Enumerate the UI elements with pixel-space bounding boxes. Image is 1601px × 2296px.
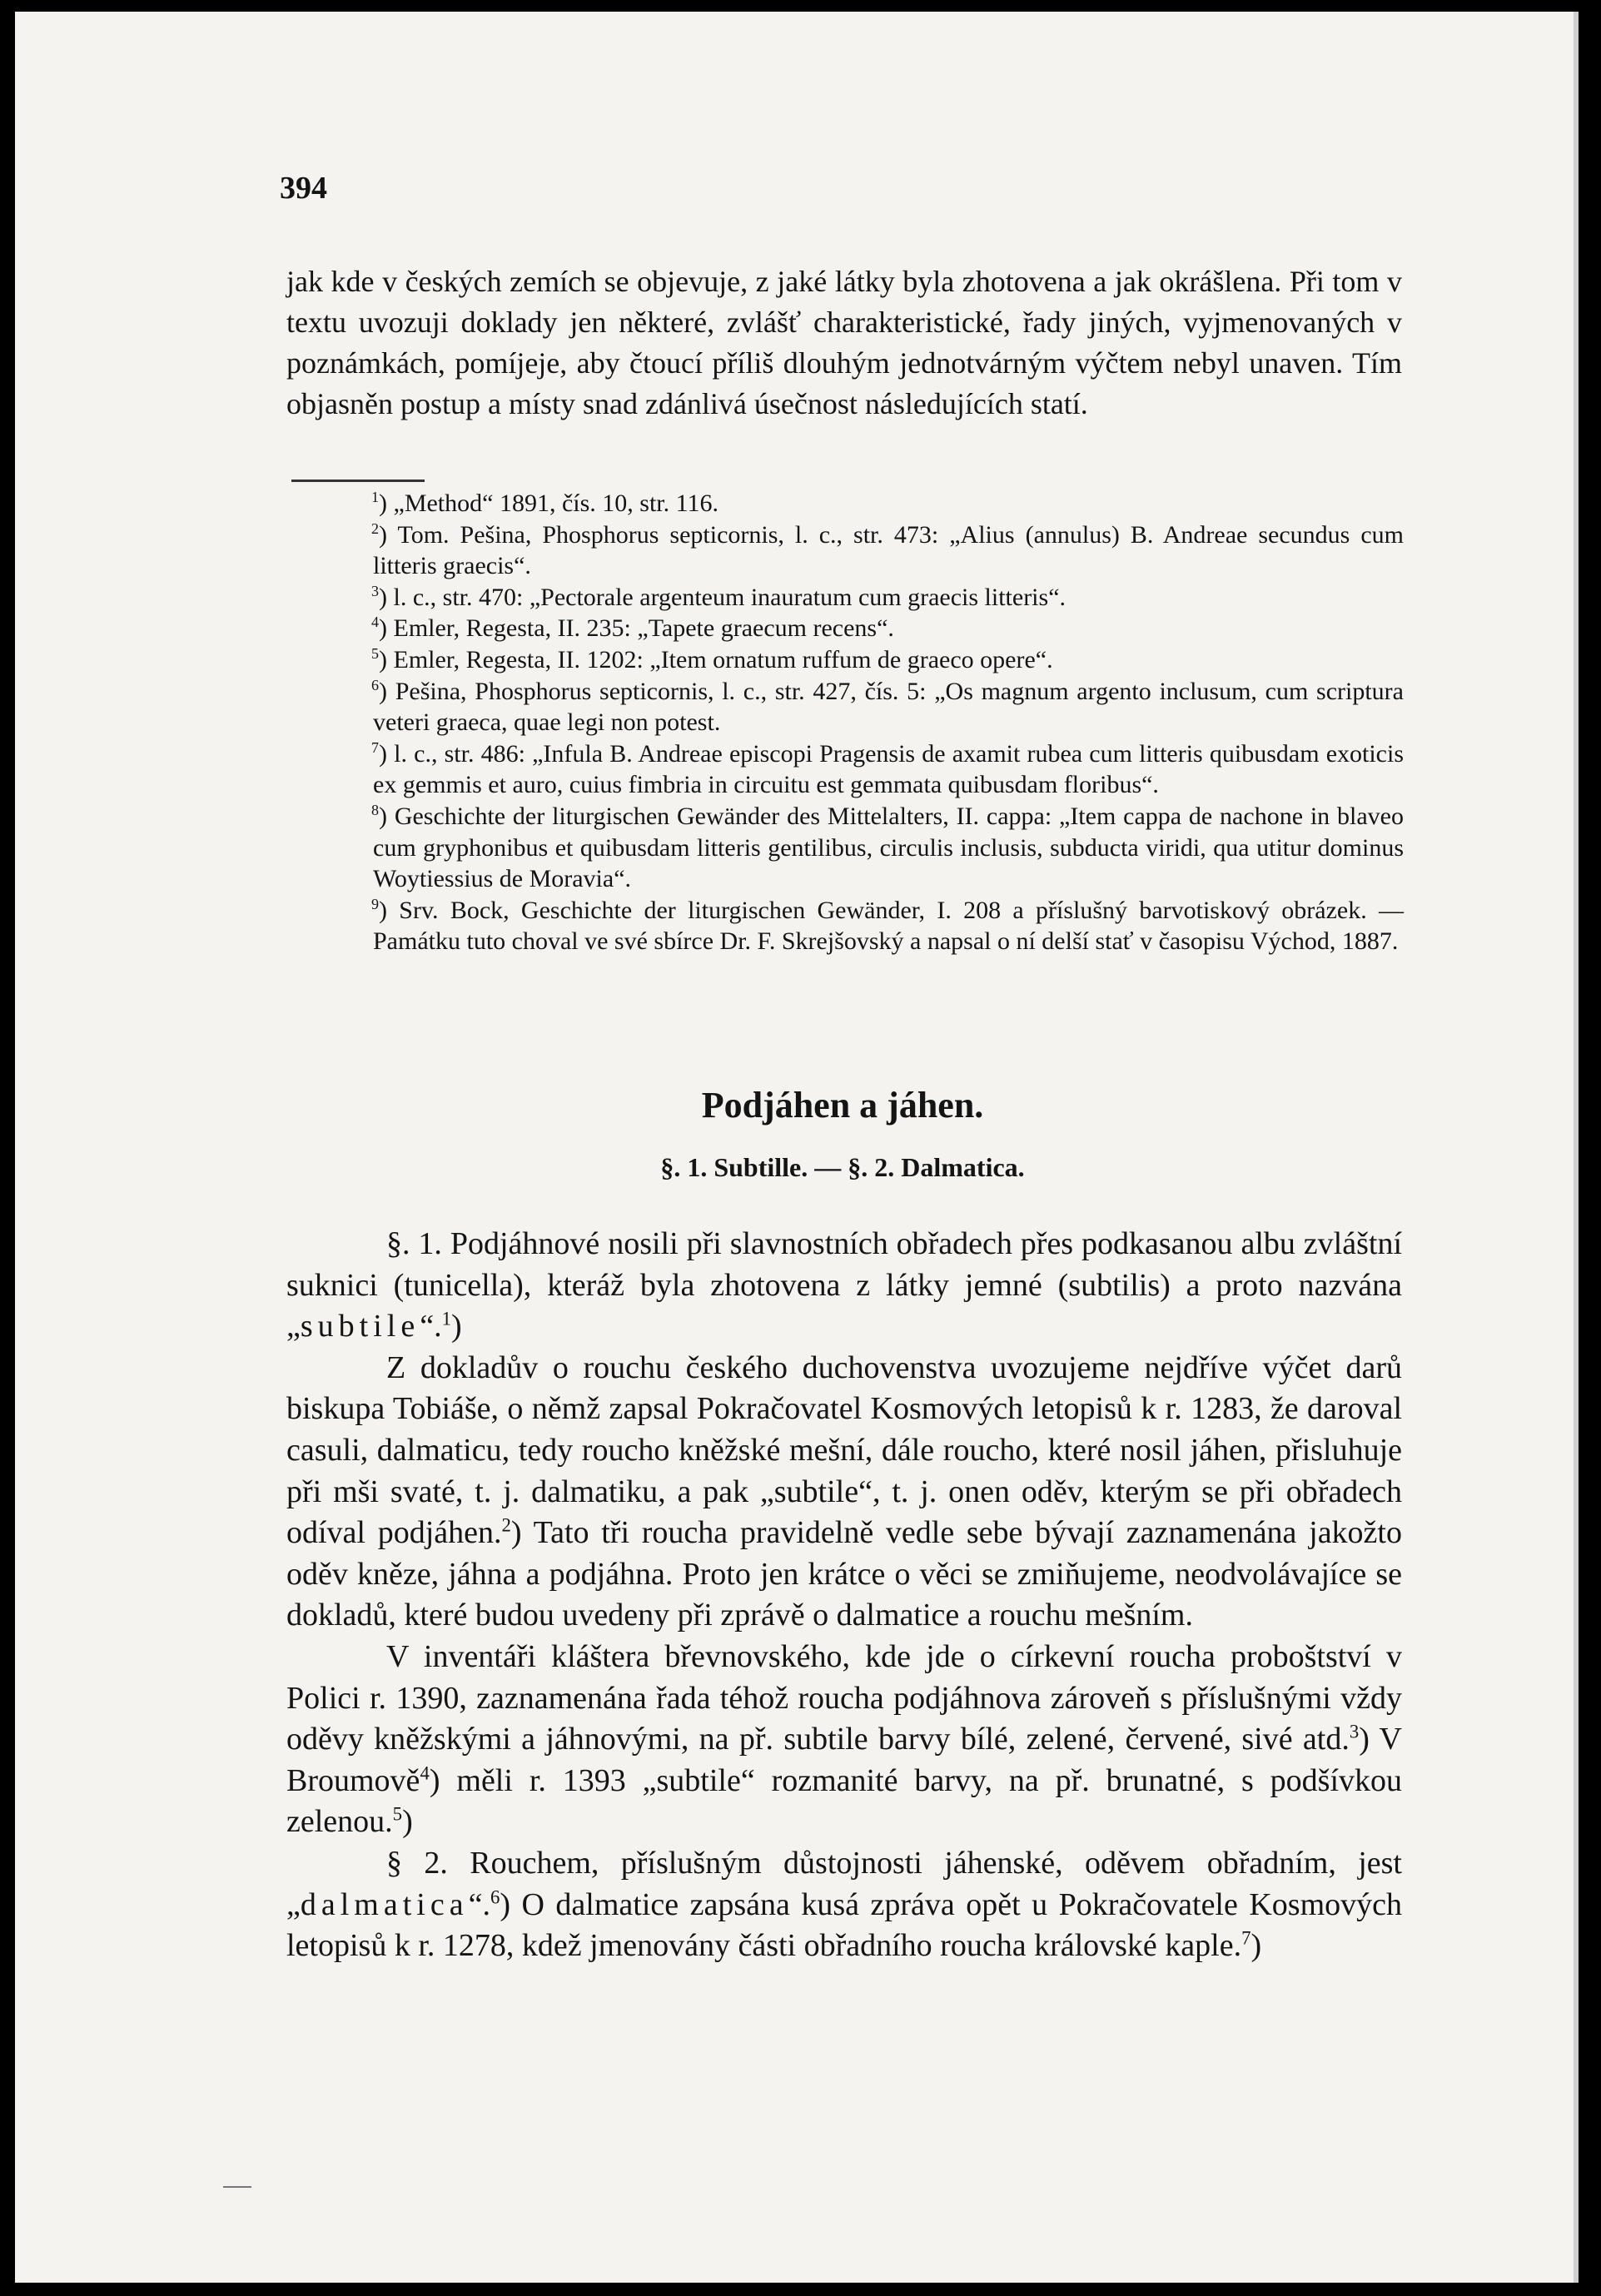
footnote-ref: 3 xyxy=(1349,1721,1360,1742)
page-number: 394 xyxy=(280,171,327,206)
footnote-text: Geschichte der liturgischen Gewänder des Mittelalters, II. cappa: „Item cappa de nachone in blaveo cum gryphonibus et quibusdam litteris gentilibus, circulis inclusis, subducta viridi, qua utitur dominus Woytiessius de Moravia“. xyxy=(373,802,1404,893)
footnote: $^8$) Geschichte der liturgischen Gewänder des Mittelalters, II. cappa: „Item cappa de nachone in blaveo cum gryphonibus et quibusdam litteris gentilibus, circulis inclusis, subducta viridi, qua utitur dominus Woytiessius de Moravia“. xyxy=(371,801,1404,893)
spaced-term: dalmatica xyxy=(300,1886,469,1922)
text-run: § 2. Rouchem, příslušným důstojnosti jáhenské, oděvem obřadním, jest „ xyxy=(286,1845,1402,1922)
section-subheading: §. 1. Subtille. — §. 2. Dalmatica. xyxy=(660,1152,1025,1182)
footnote-text: „Method“ 1891, čís. 10, str. 116. xyxy=(393,490,719,517)
footnote: $^7$) l. c., str. 486: „Infula B. Andreae episcopi Pragensis de axamit rubea cum litteris quibusdam exoticis ex gemmis et auro, cuius fimbria in circuitu est gemmata quibusdam floribus“. xyxy=(371,738,1405,799)
scan-mark xyxy=(223,2186,251,2188)
footnote: $^5$) Emler, Regesta, II. 1202: „Item ornatum ruffum de graeco opere“. xyxy=(371,644,1053,673)
paragraph-tobias xyxy=(286,1348,1402,1637)
footnote-ref: 4 xyxy=(420,1762,430,1784)
footnote: $^9$) Srv. Bock, Geschichte der liturgischen Gewänder, I. 208 a příslušný barvotiskový obrázek. — Památku tuto choval ve své sbírce Dr. F. Skrejšovský a napsal o ní delší stať v časopisu Východ, 1887. xyxy=(371,895,1404,956)
footnote-mark: 5 xyxy=(371,644,379,662)
text-run: ) xyxy=(450,1309,462,1344)
footnote: $^3$) l. c., str. 470: „Pectorale argenteum inauratum cum graecis litteris“. xyxy=(371,582,1067,611)
footnote-text: Emler, Regesta, II. 235: „Tapete graecum recens“. xyxy=(393,614,894,643)
footnote-text: Srv. Bock, Geschichte der liturgischen Gewänder, I. 208 a příslušný barvotiskový obrázek. — Památku tuto choval ve své sbírce Dr. F. Skrejšovský a napsal o ní delší stať v časopisu Východ, 1887. xyxy=(373,896,1404,956)
spaced-term: subtile xyxy=(300,1309,420,1344)
paragraph-brevnov xyxy=(286,1637,1402,1843)
footnote-mark: 8 xyxy=(371,801,379,818)
footnote-text: Tom. Pešina, Phosphorus septicornis, l. c., str. 473: „Alius (annulus) B. Andreae secundus cum litteris graecis“. xyxy=(373,520,1404,580)
footnote-mark: 3 xyxy=(371,582,379,599)
footnote: $^1$) „Method“ 1891, čís. 10, str. 116. xyxy=(371,489,719,517)
text-run: ) O dalmatice zapsána kusá zpráva opět u Pokračovatele Kosmových letopisů k r. 1278, kdež jmenovány části obřadního roucha královské kaple. xyxy=(286,1886,1402,1964)
footnote-ref: 5 xyxy=(392,1803,403,1825)
footnote-mark: 4 xyxy=(371,614,379,631)
text-run: §. 1. Podjáhnové nosili při slavnostních obřadech přes podkasanou albu zvláštní suknici (tunicella), kteráž byla zhotovena z látky jemné (subtilis) a proto nazvána „ xyxy=(286,1226,1402,1344)
text-run: ) xyxy=(1250,1928,1262,1964)
footnote: $^2$) Tom. Pešina, Phosphorus septicornis, l. c., str. 473: „Alius (annulus) B. Andreae secundus cum litteris graecis“. xyxy=(371,519,1404,580)
footnote-ref: 6 xyxy=(490,1886,500,1907)
footnote-mark: 6 xyxy=(371,676,379,693)
page-sheet xyxy=(15,12,1579,2283)
text-run: ) xyxy=(402,1804,413,1840)
intro-text: jak kde v českých zemích se objevuje, z jaké látky byla zhotovena a jak okrášlena. Při tom v textu uvozuji doklady jen některé, zvlášť charakteristické, řady jiných, vyjmenovaných v poznámkách, pomíjeje, aby čtoucí příliš dlouhým jednotvárným výčtem nebyl unaven. Tím objasněn postup a místy snad zdánlivá úsečnost následujících statí. xyxy=(286,265,1402,420)
body-text xyxy=(286,1224,1402,1967)
footnote-mark: 7 xyxy=(371,738,379,756)
footnote-ref: 7 xyxy=(1241,1927,1251,1949)
footnote-mark: 1 xyxy=(371,489,379,505)
footnote-mark: 9 xyxy=(371,895,379,912)
text-run: “. xyxy=(468,1886,490,1922)
footnote: $^4$) Emler, Regesta, II. 235: „Tapete graecum recens“. xyxy=(371,614,894,643)
text-run: ) měli r. 1393 „subtile“ rozmanité barvy, na př. brunatné, s podšívkou zelenou. xyxy=(286,1762,1402,1840)
footnote-text: Emler, Regesta, II. 1202: „Item ornatum ruffum de graeco opere“. xyxy=(393,645,1053,673)
footnote-separator xyxy=(291,480,425,482)
footnote-ref: 1 xyxy=(441,1308,451,1329)
footnote-text: l. c., str. 470: „Pectorale argenteum inauratum cum graecis litteris“. xyxy=(393,583,1067,611)
section-heading: Podjáhen a jáhen. xyxy=(701,1085,984,1126)
paragraph-dalmatica xyxy=(286,1843,1402,1967)
footnote-text: Pešina, Phosphorus septicornis, l. c., str. 427, čís. 5: „Os magnum argento inclusum, cum scriptura veteri graeca, quae legi non potest. xyxy=(373,677,1404,737)
footnote-text: l. c., str. 486: „Infula B. Andreae episcopi Pragensis de axamit rubea cum litteris quibusdam exoticis ex gemmis et auro, cuius fimbria in circuitu est gemmata quibusdam floribus“. xyxy=(373,739,1405,799)
footnote-mark: 2 xyxy=(371,519,379,537)
text-run: V inventáři kláštera břevnovského, kde jde o církevní roucha proboštství v Polici r. 1390, zaznamenána řada téhož roucha podjáhnova zároveň s příslušnými vždy oděvy kněžskými a jáhnovými, na př. subtile barvy bílé, zelené, červené, sivé atd. xyxy=(286,1638,1402,1757)
text-run: ) V Broumově xyxy=(286,1722,1402,1798)
footnotes xyxy=(288,488,1404,957)
paragraph-subtile xyxy=(286,1224,1402,1348)
footnote-ref: 2 xyxy=(501,1514,511,1536)
text-run: “. xyxy=(420,1309,442,1344)
text-run: ) Tato tři roucha pravidelně vedle sebe bývají zaznamenána jakožto oděv kněze, jáhna a podjáhna. Proto jen krátce o věci se zmiňujeme, neodvolávajíce se dokladů, které budou uvedeny při zprávě o dalmatice a rouchu mešním. xyxy=(286,1515,1402,1633)
text-run: Z dokladův o rouchu českého duchovenstva uvozujeme nejdříve výčet darů biskupa Tobiáše, o němž zapsal Pokračovatel Kosmových letopisů k r. 1283, že daroval casuli, dalmaticu, tedy roucho kněžské mešní, dále roucho, které nosil jáhen, přisluhuje při mši svaté, t. j. dalmatiku, a pak „subtile“, t. j. onen oděv, kterým se při obřadech odíval podjáhen. xyxy=(286,1349,1402,1551)
intro-paragraph xyxy=(286,261,1402,425)
footnote: $^6$) Pešina, Phosphorus septicornis, l. c., str. 427, čís. 5: „Os magnum argento inclusum, cum scriptura veteri graeca, quae legi non potest. xyxy=(371,676,1404,737)
